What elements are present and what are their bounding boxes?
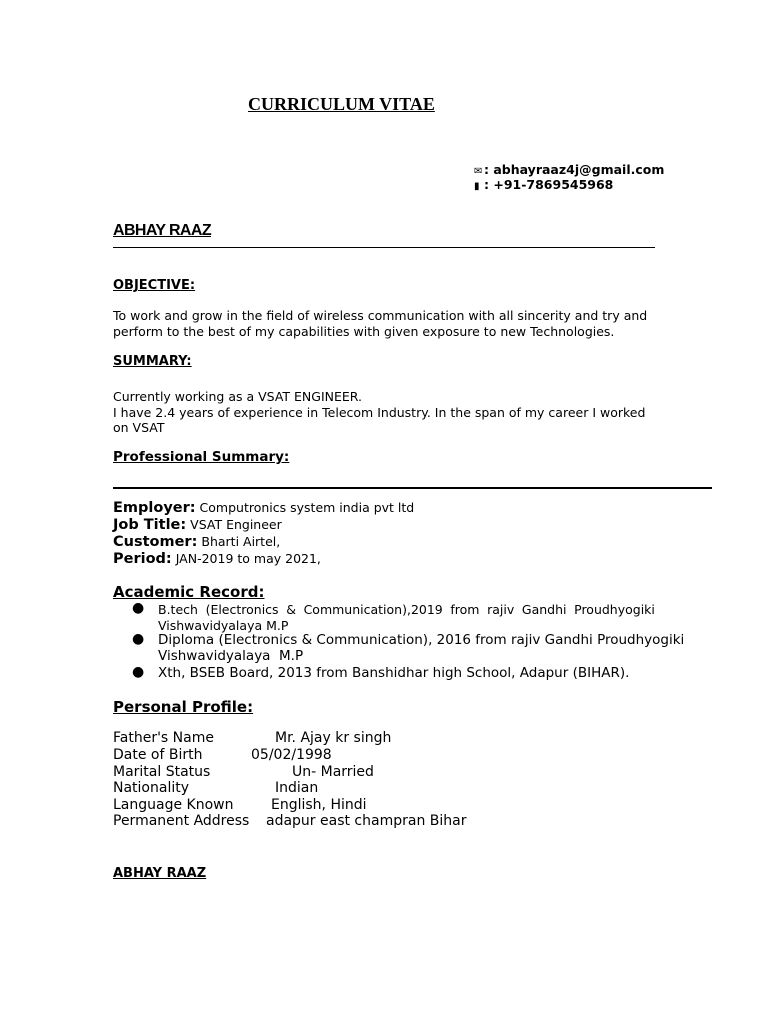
language-label: Language Known (113, 797, 234, 813)
word: & (286, 602, 296, 617)
academic-heading: Academic Record: (113, 583, 265, 601)
name-divider (113, 247, 655, 248)
dob-value: 05/02/1998 (251, 747, 332, 763)
professional-summary-divider (113, 487, 712, 489)
bullet-icon: ● (132, 631, 145, 647)
period-value: JAN-2019 to may 2021, (175, 551, 321, 566)
word: (Electronics (205, 602, 279, 617)
objective-text (113, 308, 673, 339)
period-label: Period: (113, 551, 172, 567)
marital-status-value: Un- Married (292, 764, 374, 780)
address-label: Permanent Address (113, 813, 250, 829)
academic-item-2-line-1: Diploma (Electronics & Communication), 2016 from rajiv Gandhi Proudhyogiki (158, 632, 685, 648)
bullet-icon: ● (132, 600, 145, 616)
marital-status-label: Marital Status (113, 764, 211, 780)
employer-value: Computronics system india pvt ltd (199, 500, 415, 515)
summary-text (113, 389, 673, 436)
word: Communication),2019 (303, 602, 443, 617)
academic-item-1-line-1 (158, 602, 655, 618)
summary-line-2: I have 2.4 years of experience in Telecom Industry. In the span of my career I worked (113, 404, 646, 420)
phone-line (474, 177, 613, 192)
customer-label: Customer: (113, 534, 198, 550)
word: rajiv (487, 602, 515, 617)
language-value: English, Hindi (271, 797, 367, 813)
period-row (113, 551, 321, 567)
word: Proudhyogiki (574, 602, 655, 617)
candidate-name: ABHAY RAAZ (113, 222, 212, 239)
phone-icon: ▮ (474, 181, 480, 192)
signature-name: ABHAY RAAZ (113, 866, 207, 881)
phone-text: : +91-7869545968 (484, 177, 614, 192)
nationality-label: Nationality (113, 780, 190, 796)
personal-profile-heading: Personal Profile: (113, 698, 254, 716)
summary-line-3: on VSAT (113, 420, 165, 435)
email-line (474, 162, 664, 177)
job-title-value: VSAT Engineer (190, 517, 282, 532)
job-title-row (113, 517, 282, 533)
email-text: : abhayraaz4j@gmail.com (484, 162, 665, 177)
word: Gandhi (521, 602, 567, 617)
summary-line-1: Currently working as a VSAT ENGINEER. (113, 389, 363, 404)
job-title-label: Job Title: (113, 517, 187, 533)
academic-item-2-line-2: Vishwavidyalaya M.P (158, 648, 304, 664)
academic-item-1-line-2: Vishwavidyalaya M.P (158, 617, 289, 633)
dob-label: Date of Birth (113, 747, 203, 763)
bullet-icon: ● (132, 664, 145, 680)
employer-label: Employer: (113, 500, 196, 516)
employer-row (113, 500, 414, 516)
word: from (450, 602, 480, 617)
customer-row (113, 534, 280, 550)
objective-line-1: To work and grow in the field of wireless communication with all sincerity and try and (113, 308, 648, 323)
academic-item-1 (158, 602, 655, 633)
summary-heading: SUMMARY: (113, 354, 192, 369)
envelope-icon: ✉ (474, 166, 483, 177)
objective-heading: OBJECTIVE: (113, 278, 196, 293)
fathers-name-value: Mr. Ajay kr singh (275, 730, 392, 746)
fathers-name-label: Father's Name (113, 730, 214, 746)
page-title: CURRICULUM VITAE (248, 94, 435, 114)
academic-item-2 (158, 632, 684, 664)
customer-value: Bharti Airtel, (201, 534, 281, 549)
word: B.tech (158, 602, 198, 617)
objective-line-2: perform to the best of my capabilities with given exposure to new Technologies. (113, 323, 615, 339)
professional-summary-heading: Professional Summary: (113, 449, 290, 465)
address-value: adapur east champran Bihar (266, 813, 467, 829)
academic-item-3: Xth, BSEB Board, 2013 from Banshidhar high School, Adapur (BIHAR). (158, 665, 630, 681)
nationality-value: Indian (275, 780, 319, 796)
